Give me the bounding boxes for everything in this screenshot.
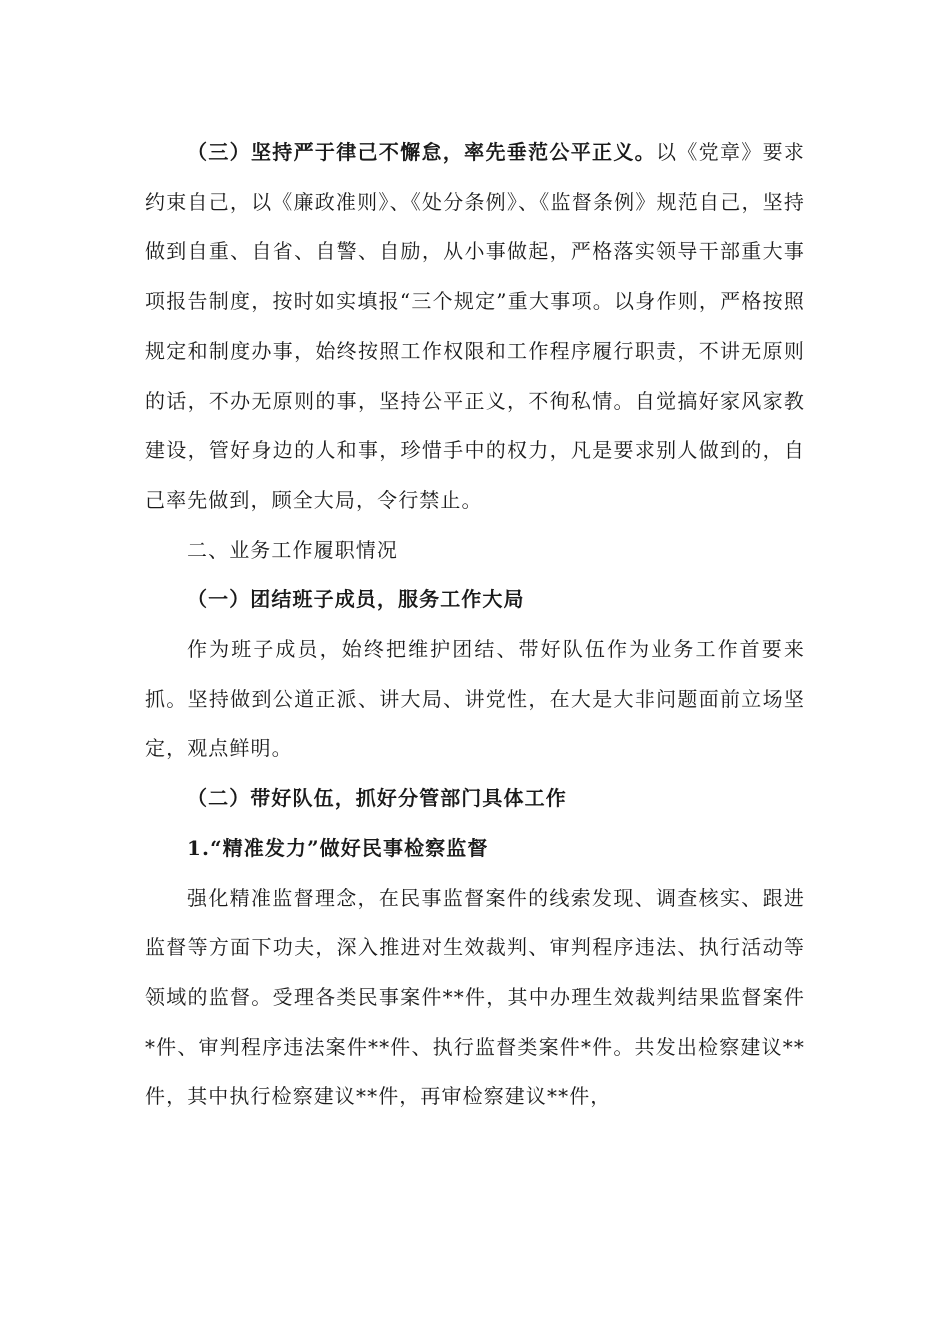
heading-business-duties: 二、业务工作履职情况 xyxy=(187,537,398,562)
subheading-lead-team: （二）带好队伍，抓好分管部门具体工作 xyxy=(187,786,567,811)
unite-team-paragraph: 作为班子成员，始终把维护团结、带好队伍作为业务工作首要来抓。坚持做到公道正派、讲大局、讲党性，在大是大非问题面前立场坚定，观点鲜明。 xyxy=(145,637,805,761)
civil-supervision-paragraph: 强化精准监督理念，在民事监督案件的线索发现、调查核实、跟进监督等方面下功夫，深入推进对生效裁判、审判程序违法、执行活动等领域的监督。受理各类民事案件**件，其中办理生效裁判结果监督案件*件、审判程序违法案件**件、执行监督类案件*件。共发出检察建议**件，其中执行检察建议**件，再审检察建议**件， xyxy=(145,885,805,1109)
section3-lead: （三）坚持严于律己不懈怠，率先垂范公平正义。 xyxy=(187,140,656,164)
section3-paragraph xyxy=(145,128,805,526)
subheading-unite-team: （一）团结班子成员，服务工作大局 xyxy=(187,587,525,612)
document-page xyxy=(145,128,805,1122)
item-civil-supervision-title: 1.“精准发力”做好民事检察监督 xyxy=(187,835,489,860)
section3-body: 以《党章》要求约束自己，以《廉政准则》、《处分条例》、《监督条例》规范自己，坚持做到自重、自省、自警、自励，从小事做起，严格落实领导干部重大事项报告制度，按时如实填报“三个规定”重大事项。以身作则，严格按照规定和制度办事，始终按照工作权限和工作程序履行职责，不讲无原则的话，不办无原则的事，坚持公平正义，不徇私情。自觉搞好家风家教建设，管好身边的人和事，珍惜手中的权力，凡是要求别人做到的，自己率先做到，顾全大局，令行禁止。 xyxy=(145,140,806,512)
